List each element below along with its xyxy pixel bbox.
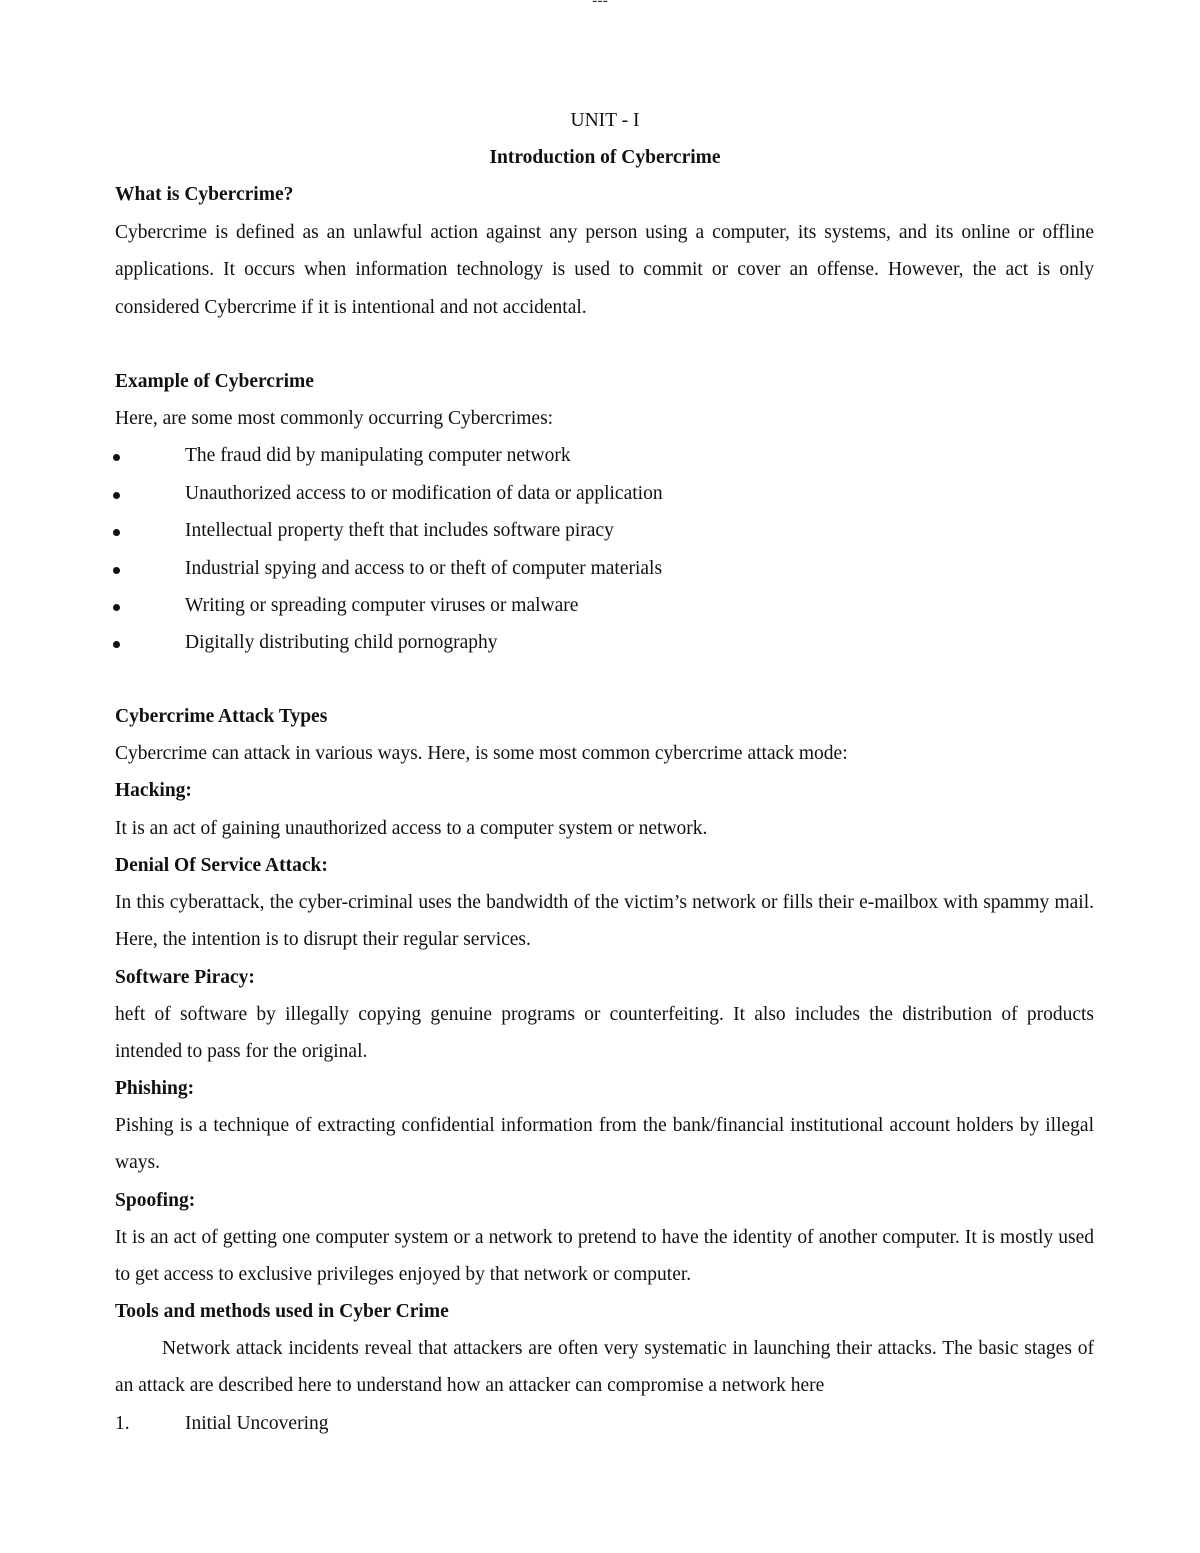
bullet-icon xyxy=(113,595,120,617)
hacking-description: It is an act of gaining unauthorized access to a computer system or network. xyxy=(115,818,708,839)
dos-heading: Denial Of Service Attack: xyxy=(115,855,328,876)
bullet-icon xyxy=(113,558,120,580)
bullet-icon xyxy=(113,483,120,505)
dos-description: In this cyberattack, the cyber-criminal uses the bandwidth of the victim’s network or fills their e-mailbox with spammy mail. Here, the intention is to disrupt their regular services. xyxy=(115,892,1094,951)
bullet-icon xyxy=(113,520,120,542)
tools-heading: Tools and methods used in Cyber Crime xyxy=(115,1301,449,1322)
example-heading: Example of Cybercrime xyxy=(115,371,314,392)
list-item: The fraud did by manipulating computer network xyxy=(185,445,571,466)
unit-label: UNIT - I xyxy=(570,110,640,131)
list-item: Industrial spying and access to or theft of computer materials xyxy=(185,558,663,579)
hacking-heading: Hacking: xyxy=(115,780,192,801)
what-heading: What is Cybercrime? xyxy=(115,184,294,205)
what-paragraph: Cybercrime is defined as an unlawful action against any person using a computer, its systems, and its online or offline applications. It occurs when information technology is used to commit or cover an offense. However, the act is only considered Cybercrime if it is intentional and not accidental. xyxy=(115,222,1094,318)
page-top-mark: --- xyxy=(592,0,608,9)
list-item: Writing or spreading computer viruses or malware xyxy=(185,595,579,616)
example-intro: Here, are some most commonly occurring Cybercrimes: xyxy=(115,408,554,429)
phishing-description: Pishing is a technique of extracting confidential information from the bank/financial institutional account holders by illegal ways. xyxy=(115,1115,1094,1174)
list-item: Unauthorized access to or modification of data or application xyxy=(185,483,663,504)
bullet-icon xyxy=(113,632,120,654)
page-title: Introduction of Cybercrime xyxy=(489,147,721,168)
attack-types-intro: Cybercrime can attack in various ways. Here, is some most common cybercrime attack mode: xyxy=(115,743,848,764)
list-item: Digitally distributing child pornography xyxy=(185,632,498,653)
spoofing-description: It is an act of getting one computer system or a network to pretend to have the identity of another computer. It is mostly used to get access to exclusive privileges enjoyed by that network or computer. xyxy=(115,1227,1094,1286)
spoofing-heading: Spoofing: xyxy=(115,1190,196,1211)
list-item: Intellectual property theft that includes software piracy xyxy=(185,520,614,541)
stage-number: 1. xyxy=(115,1413,130,1434)
attack-types-heading: Cybercrime Attack Types xyxy=(115,706,328,727)
stage-text: Initial Uncovering xyxy=(185,1413,329,1434)
phishing-heading: Phishing: xyxy=(115,1078,195,1099)
bullet-icon xyxy=(113,445,120,467)
software-piracy-heading: Software Piracy: xyxy=(115,967,255,988)
software-piracy-description: heft of software by illegally copying genuine programs or counterfeiting. It also includes the distribution of products intended to pass for the original. xyxy=(115,1004,1094,1063)
tools-paragraph: Network attack incidents reveal that attackers are often very systematic in launching their attacks. The basic stages of an attack are described here to understand how an attacker can compromise a network here xyxy=(115,1338,1094,1397)
